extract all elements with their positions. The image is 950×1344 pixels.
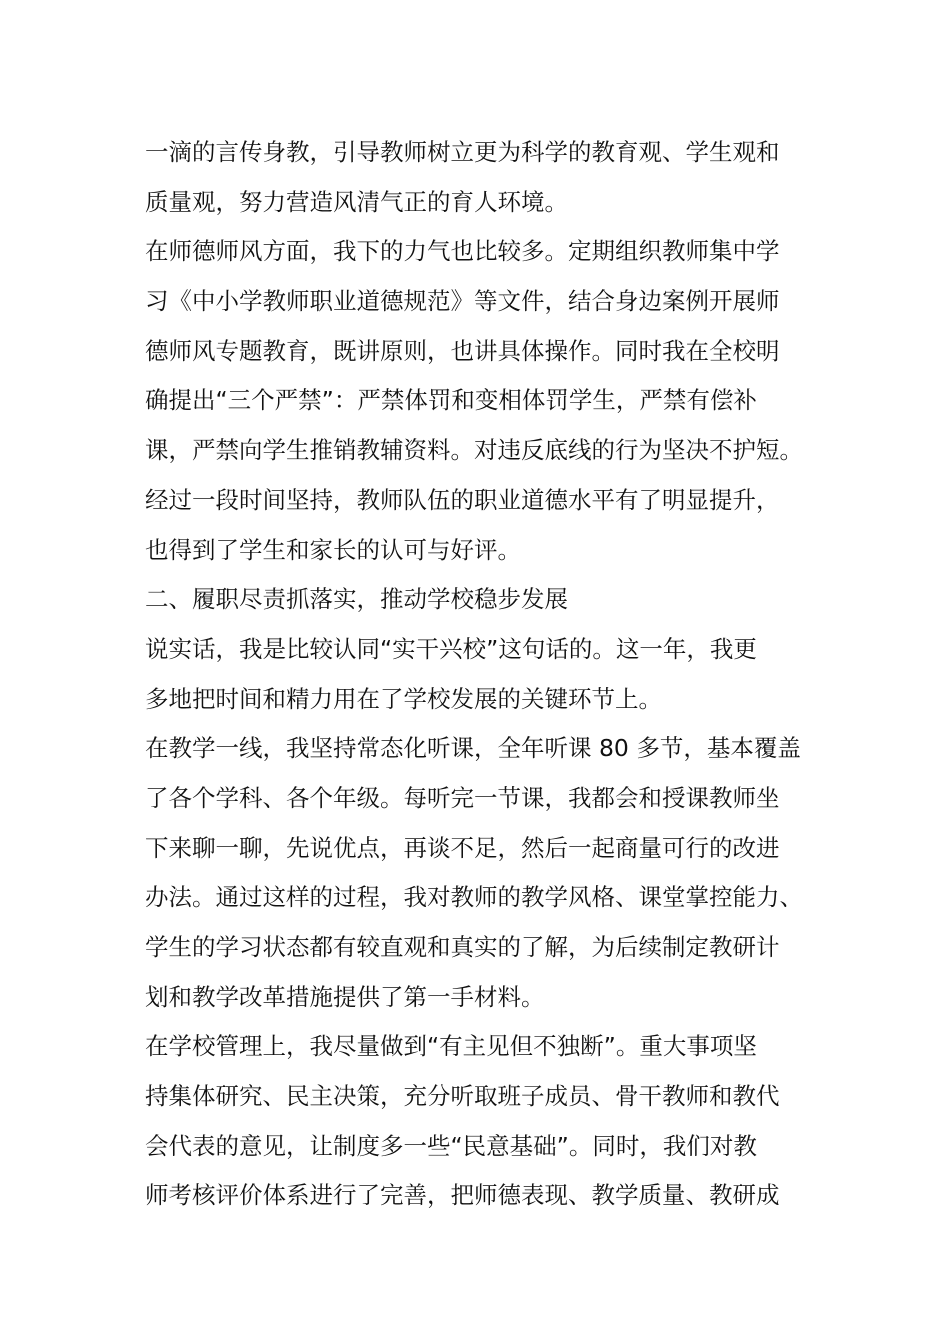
text-line: 办法。通过这样的过程，我对教师的教学风格、课堂掌控能力、 — [145, 883, 803, 912]
text-line: 质量观，努力营造风清气正的育人环境。 — [145, 187, 568, 216]
text-line: 了各个学科、各个年级。每听完一节课，我都会和授课教师坐 — [145, 783, 780, 812]
text-line: 划和教学改革措施提供了第一手材料。 — [145, 982, 545, 1011]
text-line: 确提出“三个严禁”：严禁体罚和变相体罚学生，严禁有偿补 — [145, 386, 757, 415]
text-line: 德师风专题教育，既讲原则，也讲具体操作。同时我在全校明 — [145, 336, 780, 365]
text-line: 在教学一线，我坚持常态化听课，全年听课 80 多节，基本覆盖 — [145, 734, 801, 763]
text-line: 师考核评价体系进行了完善，把师德表现、教学质量、教研成 — [145, 1181, 780, 1210]
text-line: 习《中小学教师职业道德规范》等文件，结合身边案例开展师 — [145, 287, 780, 316]
section-heading: 二、履职尽责抓落实，推动学校稳步发展 — [145, 585, 568, 614]
text-line: 会代表的意见，让制度多一些“民意基础”。同时，我们对教 — [145, 1131, 757, 1160]
text-line: 课，严禁向学生推销教辅资料。对违反底线的行为坚决不护短。 — [145, 436, 803, 465]
text-line: 在师德师风方面，我下的力气也比较多。定期组织教师集中学 — [145, 237, 780, 266]
text-line: 下来聊一聊，先说优点，再谈不足，然后一起商量可行的改进 — [145, 833, 780, 862]
text-line: 经过一段时间坚持，教师队伍的职业道德水平有了明显提升， — [145, 485, 780, 514]
text-line: 说实话，我是比较认同“实干兴校”这句话的。这一年，我更 — [145, 634, 757, 663]
text-line: 也得到了学生和家长的认可与好评。 — [145, 535, 521, 564]
text-line: 在学校管理上，我尽量做到“有主见但不独断”。重大事项坚 — [145, 1032, 757, 1061]
text-line: 学生的学习状态都有较直观和真实的了解，为后续制定教研计 — [145, 933, 780, 961]
text-line: 一滴的言传身教，引导教师树立更为科学的教育观、学生观和 — [145, 138, 780, 166]
text-line: 多地把时间和精力用在了学校发展的关键环节上。 — [145, 684, 662, 713]
document-body — [145, 128, 825, 1221]
text-line: 持集体研究、民主决策，充分听取班子成员、骨干教师和教代 — [145, 1082, 780, 1111]
